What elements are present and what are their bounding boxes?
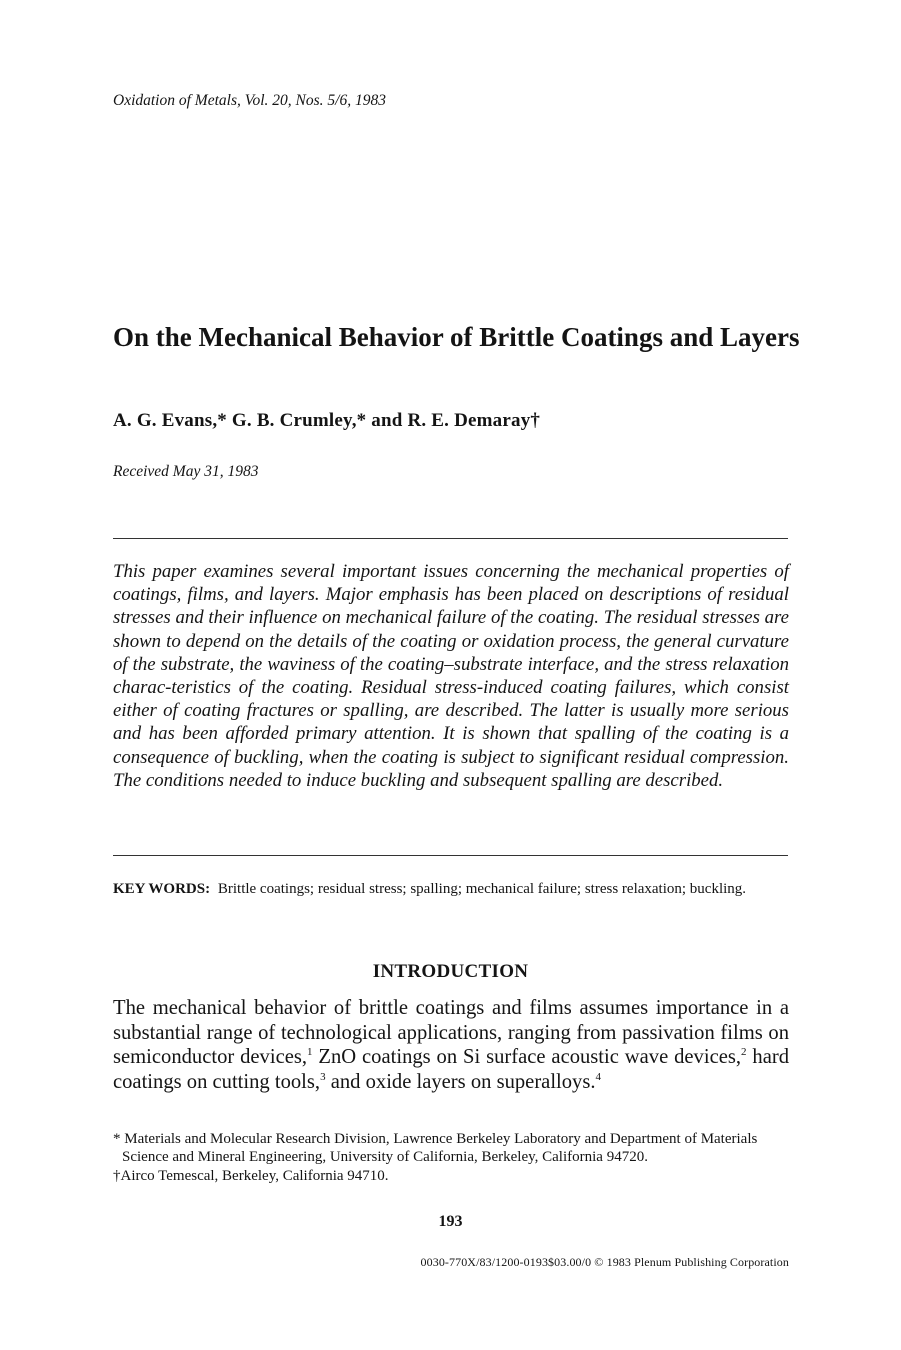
- footnote-marker: †: [113, 1167, 121, 1184]
- abstract-text: This paper examines several important issues concerning the mechanical properties of coatings, films, and layers. Major emphasis has been placed on descriptions of residual stresses and their influence on mechanical failure of the coating. The residual stresses are shown to depend on the details of the coating or oxidation process, the general curvature of the substrate, the waviness of the coating–substrate interface, and the stress relaxation charac-teristics of the coating. Residual stress-induced coating failures, which consist either of coating fractures or spalling, are described. The latter is usually more serious and has been afforded primary attention. It is shown that spalling of the coating is a consequence of buckling, when the coating is subject to significant residual compression. The conditions needed to induce buckling and subsequent spalling are described.: [113, 561, 789, 791]
- keywords: [113, 880, 789, 899]
- intro-text-segment: ZnO coatings on Si surface acoustic wave devices,: [312, 1046, 742, 1069]
- intro-text-segment: The mechanical behavior of brittle coatings and films assumes importance in a substantial range of technological applications, ranging from passivation films on semiconductor devices,: [113, 997, 789, 1069]
- footnote-marker: *: [113, 1131, 121, 1147]
- reference-marker: 1: [307, 1046, 313, 1059]
- article-title: On the Mechanical Behavior of Brittle Coatings and Layers: [113, 322, 800, 352]
- intro-text-segment: and oxide layers on superalloys.: [325, 1070, 596, 1093]
- intro-text-segment: hard coatings on cutting tools,: [113, 1046, 789, 1093]
- journal-citation: Oxidation of Metals, Vol. 20, Nos. 5/6, 1983: [113, 92, 386, 109]
- copyright-line: 0030-770X/83/1200-0193$03.00/0 © 1983 Plenum Publishing Corporation: [420, 1255, 789, 1269]
- abstract-top-rule: [113, 538, 788, 539]
- reference-marker: 3: [320, 1070, 326, 1083]
- page-number: 193: [438, 1213, 463, 1230]
- footnote-affiliation-1: [113, 1130, 793, 1167]
- introduction-paragraph: [113, 996, 789, 1094]
- footnotes: [113, 1130, 793, 1185]
- keywords-text: Brittle coatings; residual stress; spalling; mechanical failure; stress relaxation; buckling.: [217, 881, 747, 897]
- section-heading-introduction: INTRODUCTION: [372, 961, 529, 982]
- article-authors: A. G. Evans,* G. B. Crumley,* and R. E. Demaray†: [113, 410, 541, 431]
- reference-marker: 2: [741, 1046, 747, 1059]
- abstract-bottom-rule: [113, 855, 788, 856]
- keywords-label: KEY WORDS:: [113, 881, 211, 897]
- footnote-text: Airco Temescal, Berkeley, California 94710.: [120, 1167, 389, 1184]
- reference-marker: 4: [595, 1070, 602, 1083]
- received-date: Received May 31, 1983: [113, 463, 259, 480]
- footnote-affiliation-2: [113, 1167, 793, 1185]
- footnote-text: Materials and Molecular Research Division, Lawrence Berkeley Laboratory and Department of Materials Science and Mineral Engineering, University of California, Berkeley, California 94720.: [120, 1131, 758, 1166]
